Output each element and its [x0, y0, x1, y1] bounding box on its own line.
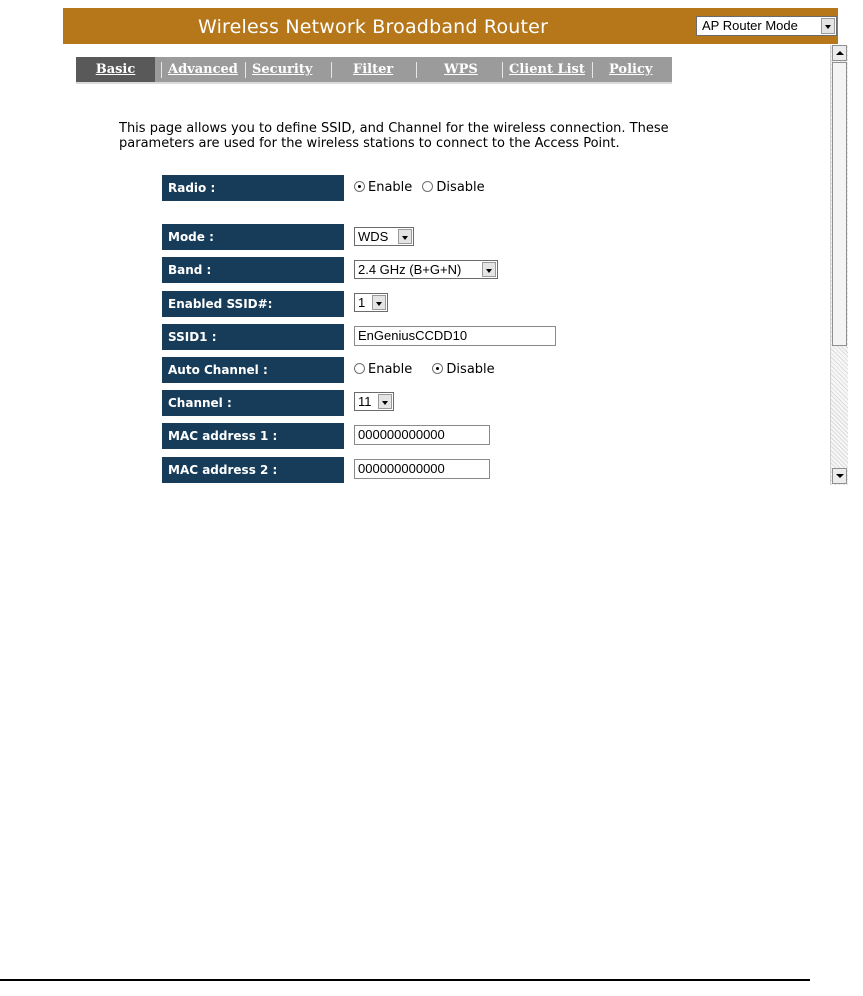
scroll-up-icon[interactable]	[832, 45, 847, 61]
page-divider	[0, 979, 810, 981]
chevron-down-icon[interactable]	[372, 295, 386, 310]
tab-divider	[502, 62, 503, 78]
chevron-down-icon[interactable]	[398, 229, 412, 244]
channel-dropdown-value: 11	[358, 394, 372, 409]
radio-options	[354, 180, 485, 195]
tab-wps[interactable]: WPS	[444, 62, 478, 77]
header-bar	[63, 8, 838, 44]
auto-channel-enable-button[interactable]	[354, 363, 365, 374]
tab-bar	[76, 57, 672, 84]
mode-dropdown[interactable]	[354, 227, 414, 246]
scrollbar-thumb[interactable]	[832, 62, 847, 346]
tab-security[interactable]: Security	[252, 62, 313, 77]
enabled-ssid-value: 1	[358, 295, 366, 310]
tab-basic[interactable]: Basic	[76, 57, 155, 82]
radio-enable-label: Enable	[368, 180, 413, 195]
page-title: Wireless Network Broadband Router	[198, 16, 549, 38]
chevron-down-icon[interactable]	[821, 18, 835, 34]
auto-channel-enable-label: Enable	[368, 362, 413, 377]
page-description: This page allows you to define SSID, and Channel for the wireless connection. These parameters are used for the wireless stations to connect to the Access Point.	[119, 121, 669, 151]
chevron-down-icon[interactable]	[378, 394, 392, 409]
mode-select-value: AP Router Mode	[702, 18, 798, 33]
channel-dropdown[interactable]	[354, 392, 394, 411]
band-dropdown-value: 2.4 GHz (B+G+N)	[358, 262, 462, 277]
scroll-down-icon[interactable]	[832, 468, 847, 484]
mode-select[interactable]	[696, 16, 837, 36]
mode-label: Mode :	[162, 224, 344, 250]
ssid1-label: SSID1 :	[162, 324, 344, 350]
enabled-ssid-dropdown[interactable]	[354, 293, 388, 312]
band-label: Band :	[162, 257, 344, 283]
chevron-down-icon[interactable]	[482, 262, 496, 277]
tab-divider	[331, 62, 332, 78]
mac-address-1-label: MAC address 1 :	[162, 423, 344, 449]
vertical-scrollbar[interactable]	[830, 45, 848, 485]
mac-address-1-input[interactable]: 000000000000	[354, 425, 490, 445]
auto-channel-label: Auto Channel :	[162, 357, 344, 383]
tab-divider	[592, 62, 593, 78]
enabled-ssid-label: Enabled SSID#:	[162, 291, 344, 317]
tab-advanced[interactable]: Advanced	[168, 62, 238, 77]
radio-disable-label: Disable	[436, 180, 485, 195]
tab-filter[interactable]: Filter	[353, 62, 394, 77]
tab-policy[interactable]: Policy	[609, 62, 653, 77]
auto-channel-options	[354, 362, 495, 377]
tab-divider	[161, 62, 162, 78]
mode-dropdown-value: WDS	[358, 229, 389, 244]
auto-channel-disable-label: Disable	[446, 362, 495, 377]
mac-address-2-input[interactable]: 000000000000	[354, 459, 490, 479]
auto-channel-disable-button[interactable]	[432, 363, 443, 374]
radio-label: Radio :	[162, 175, 344, 201]
channel-label: Channel :	[162, 390, 344, 416]
mac-address-2-label: MAC address 2 :	[162, 457, 344, 483]
band-dropdown[interactable]	[354, 260, 498, 279]
ssid1-input[interactable]: EnGeniusCCDD10	[354, 326, 556, 346]
tab-divider	[416, 62, 417, 78]
tab-divider	[245, 62, 246, 78]
radio-disable-button[interactable]	[422, 181, 433, 192]
radio-enable-button[interactable]	[354, 181, 365, 192]
tab-client-list[interactable]: Client List	[509, 62, 585, 77]
